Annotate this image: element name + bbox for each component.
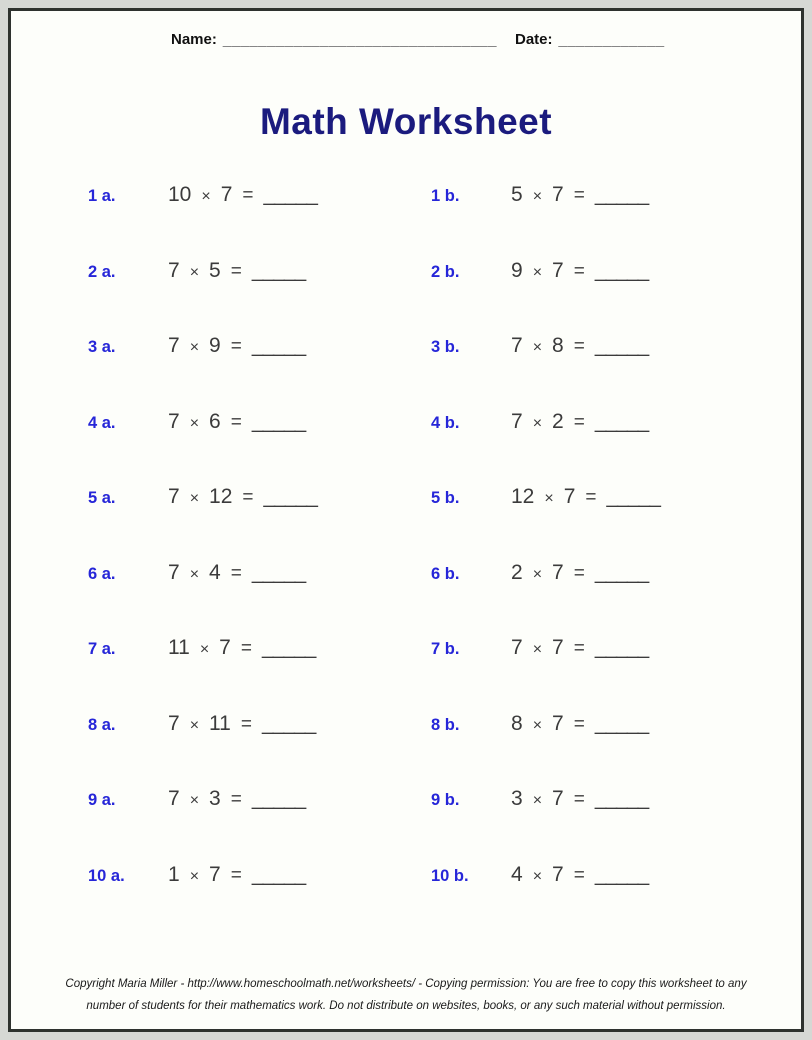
problem-1b	[431, 183, 648, 259]
factor-2: 7	[552, 787, 564, 810]
equals-sign: =	[242, 487, 254, 508]
problem-row	[11, 712, 801, 788]
answer-blank[interactable]: _____	[263, 485, 317, 508]
problem-9a	[88, 787, 431, 863]
factor-1: 7	[168, 485, 180, 508]
problem-expression	[511, 561, 648, 585]
equals-sign: =	[573, 336, 585, 357]
factor-2: 7	[219, 636, 231, 659]
problem-number: 8 b.	[431, 715, 460, 734]
equals-sign: =	[573, 185, 585, 206]
header	[171, 31, 665, 48]
problem-expression	[168, 183, 317, 207]
problem-number: 9 a.	[88, 791, 116, 809]
equals-sign: =	[242, 185, 254, 206]
problem-number: 1 b.	[431, 187, 460, 205]
times-icon: ×	[532, 414, 543, 432]
factor-2: 6	[209, 409, 221, 433]
answer-blank[interactable]: _____	[251, 258, 306, 282]
problem-8a	[88, 712, 431, 788]
problem-row	[11, 410, 801, 486]
problem-10a	[88, 863, 431, 939]
factor-1: 12	[511, 485, 535, 508]
problem-row	[11, 863, 801, 939]
equals-sign: =	[573, 562, 585, 584]
equals-sign: =	[573, 638, 585, 659]
times-icon: ×	[544, 490, 554, 507]
answer-blank[interactable]: _____	[594, 636, 649, 659]
problem-2a	[88, 259, 431, 335]
problem-2b	[431, 259, 648, 335]
date-blank-line[interactable]: ____________	[558, 31, 665, 48]
times-icon: ×	[189, 716, 200, 734]
factor-1: 7	[511, 409, 523, 433]
problem-number: 9 b.	[431, 791, 460, 809]
problem-row	[11, 183, 801, 259]
answer-blank[interactable]: _____	[261, 711, 316, 735]
problem-number: 6 a.	[88, 564, 116, 583]
times-icon: ×	[189, 565, 200, 583]
problem-number: 3 a.	[88, 338, 116, 356]
problem-number: 4 b.	[431, 413, 460, 432]
factor-2: 7	[552, 258, 564, 282]
problem-number: 2 b.	[431, 262, 460, 281]
times-icon: ×	[532, 339, 543, 356]
answer-blank[interactable]: _____	[251, 560, 306, 584]
worksheet-page	[8, 8, 804, 1032]
problem-expression	[511, 712, 648, 736]
factor-2: 7	[209, 862, 221, 886]
times-icon: ×	[189, 414, 200, 432]
problem-expression	[168, 787, 305, 811]
factor-1: 3	[511, 787, 523, 810]
problem-6b	[431, 561, 648, 637]
problem-expression	[168, 334, 305, 358]
problem-expression	[168, 259, 305, 283]
problem-number: 10 a.	[88, 866, 125, 885]
times-icon: ×	[532, 641, 543, 658]
answer-blank[interactable]: _____	[261, 636, 316, 659]
equals-sign: =	[230, 789, 242, 810]
name-blank-line[interactable]: _______________________________	[222, 31, 497, 48]
times-icon: ×	[532, 263, 543, 281]
factor-2: 9	[209, 334, 221, 357]
times-icon: ×	[189, 263, 200, 281]
factor-2: 7	[552, 560, 564, 584]
equals-sign: =	[573, 260, 585, 282]
answer-blank[interactable]: _____	[251, 334, 306, 357]
factor-2: 4	[209, 560, 221, 584]
problem-number: 2 a.	[88, 262, 116, 281]
problem-number: 4 a.	[88, 413, 116, 432]
date-label: Date:	[514, 31, 553, 48]
equals-sign: =	[573, 789, 585, 810]
factor-1: 8	[511, 711, 523, 735]
times-icon: ×	[189, 867, 200, 885]
equals-sign: =	[240, 713, 252, 735]
answer-blank[interactable]: _____	[594, 787, 649, 810]
factor-1: 1	[168, 862, 180, 886]
copyright-footer	[11, 973, 801, 1017]
factor-1: 7	[168, 409, 180, 433]
times-icon: ×	[199, 641, 210, 658]
problem-7a	[88, 636, 431, 712]
factor-2: 3	[209, 787, 221, 810]
problem-number: 3 b.	[431, 338, 460, 356]
answer-blank[interactable]: _____	[606, 485, 660, 508]
times-icon: ×	[532, 792, 543, 809]
factor-1: 9	[511, 258, 523, 282]
problem-expression	[168, 712, 315, 736]
copyright-line-2: number of students for their mathematics work. Do not distribute on websites, books, or any such material without permission.	[86, 1000, 726, 1012]
problem-number: 6 b.	[431, 564, 460, 583]
problem-row	[11, 259, 801, 335]
answer-blank[interactable]: _____	[594, 334, 649, 357]
equals-sign: =	[230, 411, 242, 433]
factor-2: 2	[552, 409, 564, 433]
answer-blank[interactable]: _____	[251, 409, 306, 433]
problem-10b	[431, 863, 648, 939]
factor-2: 12	[209, 485, 233, 508]
times-icon: ×	[189, 490, 200, 507]
answer-blank[interactable]: _____	[594, 258, 649, 282]
name-label: Name:	[171, 31, 217, 48]
problem-expression	[511, 636, 648, 660]
problem-number: 5 a.	[88, 489, 116, 507]
factor-2: 7	[552, 862, 564, 886]
answer-blank[interactable]: _____	[594, 560, 649, 584]
problem-3a	[88, 334, 431, 410]
factor-1: 7	[168, 560, 180, 584]
problem-expression	[511, 787, 648, 811]
problem-expression	[511, 863, 648, 887]
answer-blank[interactable]: _____	[594, 711, 649, 735]
equals-sign: =	[230, 864, 242, 886]
times-icon: ×	[532, 188, 543, 205]
problem-expression	[168, 863, 305, 887]
factor-2: 5	[209, 258, 221, 282]
problem-row	[11, 636, 801, 712]
equals-sign: =	[573, 411, 585, 433]
problem-5a	[88, 485, 431, 561]
factor-2: 7	[552, 183, 564, 206]
problem-4a	[88, 410, 431, 486]
factor-2: 7	[220, 183, 233, 206]
factor-1: 7	[168, 258, 180, 282]
times-icon: ×	[532, 565, 543, 583]
problem-row	[11, 485, 801, 561]
times-icon: ×	[201, 188, 211, 205]
problem-3b	[431, 334, 648, 410]
problem-number: 8 a.	[88, 715, 116, 734]
factor-1: 7	[168, 787, 180, 810]
problem-expression	[168, 561, 305, 585]
factor-1: 7	[168, 334, 180, 357]
factor-1: 2	[511, 560, 523, 584]
equals-sign: =	[573, 713, 585, 735]
equals-sign: =	[240, 638, 252, 659]
problem-4b	[431, 410, 648, 486]
problem-row	[11, 787, 801, 863]
problems-grid	[11, 183, 801, 938]
factor-2: 8	[552, 334, 564, 357]
factor-2: 7	[563, 485, 576, 508]
problem-expression	[168, 410, 305, 434]
problem-row	[11, 561, 801, 637]
answer-blank[interactable]: _____	[594, 409, 649, 433]
equals-sign: =	[230, 336, 242, 357]
answer-blank[interactable]: _____	[251, 862, 306, 886]
problem-expression	[511, 183, 648, 207]
copyright-line-1: Copyright Maria Miller - http://www.homeschoolmath.net/worksheets/ - Copying permission: You are free to copy this worksheet to any	[65, 978, 747, 990]
factor-1: 7	[168, 711, 180, 735]
times-icon: ×	[189, 792, 200, 809]
equals-sign: =	[230, 260, 242, 282]
factor-1: 7	[511, 636, 523, 659]
factor-2: 7	[552, 636, 564, 659]
factor-1: 4	[511, 862, 523, 886]
problem-7b	[431, 636, 648, 712]
factor-1: 11	[168, 636, 190, 659]
problem-expression	[511, 485, 660, 509]
answer-blank[interactable]: _____	[263, 183, 317, 206]
problem-expression	[168, 636, 315, 660]
problem-number: 7 b.	[431, 640, 460, 658]
answer-blank[interactable]: _____	[251, 787, 306, 810]
factor-1: 7	[511, 334, 523, 357]
problem-number: 7 a.	[88, 640, 116, 658]
page-title: Math Worksheet	[259, 101, 553, 142]
factor-2: 11	[209, 711, 231, 735]
problem-number: 5 b.	[431, 489, 460, 507]
problem-expression	[511, 410, 648, 434]
problem-expression	[511, 334, 648, 358]
problem-expression	[511, 259, 648, 283]
factor-2: 7	[552, 711, 564, 735]
problem-1a	[88, 183, 431, 259]
problem-6a	[88, 561, 431, 637]
answer-blank[interactable]: _____	[594, 183, 649, 206]
equals-sign: =	[585, 487, 597, 508]
times-icon: ×	[189, 339, 200, 356]
times-icon: ×	[532, 867, 543, 885]
factor-1: 10	[168, 183, 192, 206]
problem-number: 1 a.	[88, 187, 116, 205]
problem-number: 10 b.	[431, 866, 469, 885]
problem-8b	[431, 712, 648, 788]
times-icon: ×	[532, 716, 543, 734]
equals-sign: =	[230, 562, 242, 584]
problem-5b	[431, 485, 660, 561]
problem-9b	[431, 787, 648, 863]
answer-blank[interactable]: _____	[594, 862, 649, 886]
problem-expression	[168, 485, 317, 509]
factor-1: 5	[511, 183, 523, 206]
equals-sign: =	[573, 864, 585, 886]
problem-row	[11, 334, 801, 410]
